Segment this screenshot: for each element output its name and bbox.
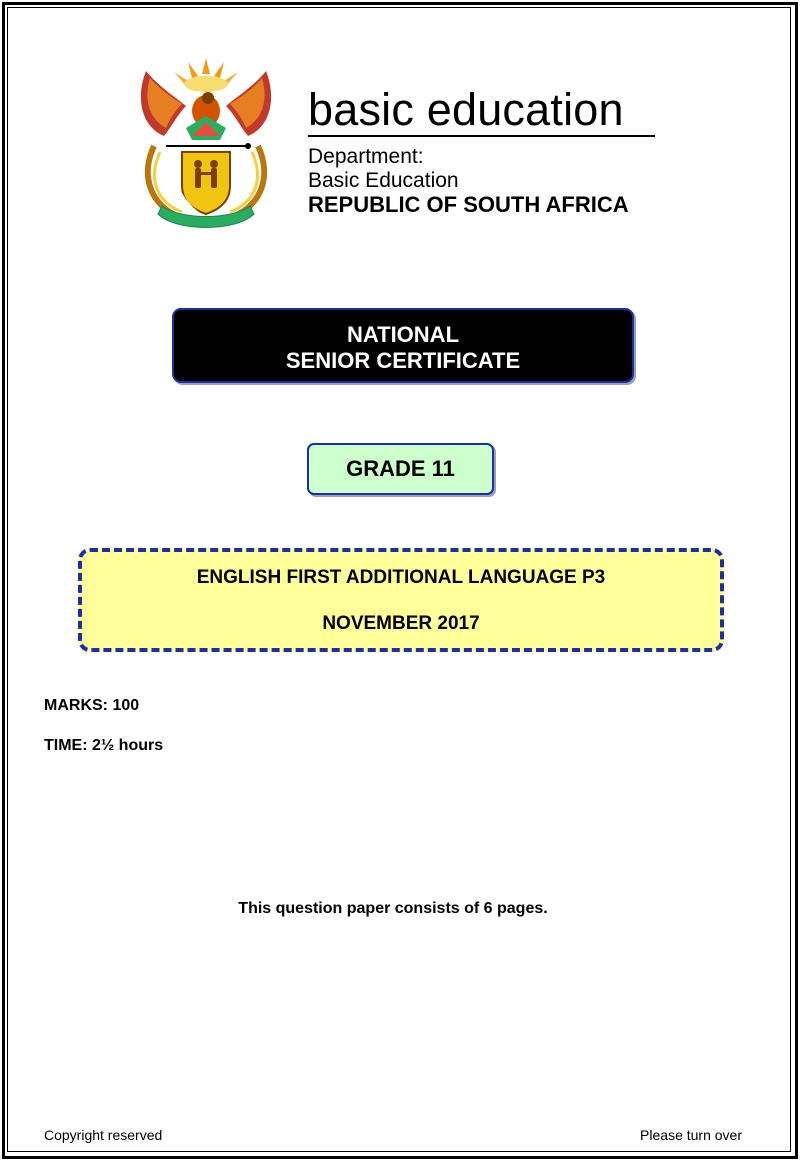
certificate-line-2: SENIOR CERTIFICATE [285,348,521,373]
certificate-line-1: NATIONAL [346,322,460,347]
department-label: Department: [308,145,424,168]
pages-note: This question paper consists of 6 pages. [238,900,548,917]
footer-turn-over: Please turn over [640,1127,742,1143]
department-name: Basic Education [308,169,459,192]
marks-info: MARKS: 100 [44,697,140,714]
grade-badge: GRADE 11 [307,443,494,495]
sun-icon [174,58,238,92]
logo-divider [308,135,655,137]
exam-session: NOVEMBER 2017 [322,613,480,634]
country-name: REPUBLIC OF SOUTH AFRICA [308,192,629,217]
coat-of-arms-logo [136,56,276,232]
time-info: TIME: 2½ hours [44,737,164,754]
footer-copyright: Copyright reserved [44,1127,163,1143]
subject-panel [78,548,724,652]
logo-title: basic education [308,84,624,135]
certificate-banner [172,308,634,383]
subject-title: ENGLISH FIRST ADDITIONAL LANGUAGE P3 [196,567,606,588]
